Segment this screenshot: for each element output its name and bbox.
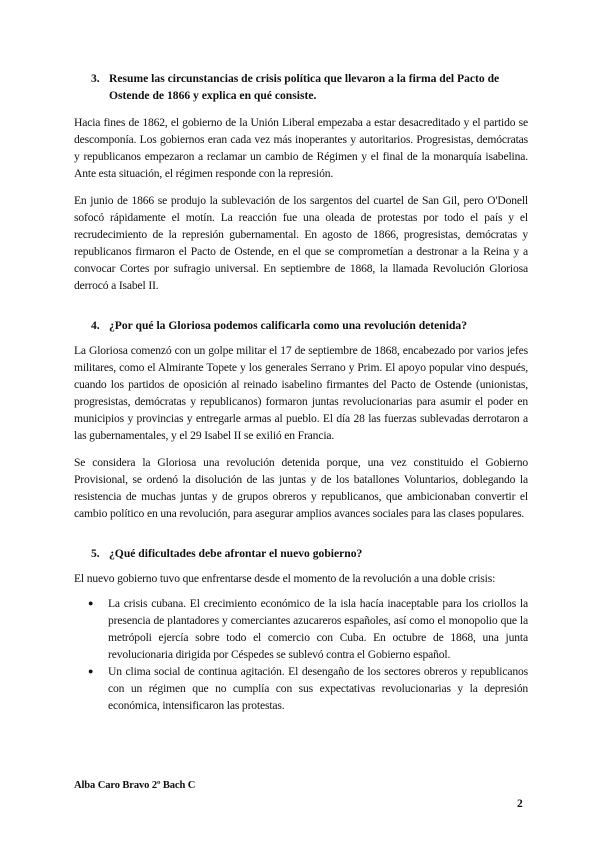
- section-question-4: [74, 317, 528, 522]
- section-question-3: [74, 70, 528, 294]
- footer-author: Alba Caro Bravo 2º Bach C: [74, 780, 196, 791]
- question-text: ¿Qué dificultades debe afrontar el nuevo gobierno?: [109, 547, 363, 560]
- intro-paragraph: El nuevo gobierno tuvo que enfrentarse desde el momento de la revolución a una doble crisis:: [74, 572, 496, 585]
- section-question-5: [74, 545, 528, 714]
- paragraph: En junio de 1866 se produjo la sublevación de los sargentos del cuartel de San Gil, pero O'Donell sofocó rápidamente el motín. La reacción fue una oleada de protestas por todo el país y el recrudecimiento de la represión gubernamental. En agosto de 1866, progresistas, demócratas y republicanos firmaron el Pacto de Ostende, en el que se comprometían a destronar a la Reina y a convocar Cortes por sufragio universal. En septiembre de 1868, la llamada Revolución Gloriosa derrocó a Isabel II.: [74, 194, 528, 292]
- list-item: [74, 595, 528, 663]
- paragraph: Hacia fines de 1862, el gobierno de la Unión Liberal empezaba a estar desacreditado y el partido se descomponía. Los gobiernos eran cada vez más inoperantes y autoritarios. Progresistas, demócratas y republicanos empezaron a reclamar un cambio de Régimen y el final de la monarquía isabelina. Ante esta situación, el régimen responde con la represión.: [74, 116, 528, 180]
- page-content: [74, 70, 528, 714]
- question-number: 4.: [91, 319, 100, 332]
- question-text: ¿Por qué la Gloriosa podemos calificarla como una revolución detenida?: [109, 319, 468, 332]
- question-5-heading: [74, 545, 528, 562]
- bullet-icon: ●: [88, 666, 94, 676]
- paragraph: Se considera la Gloriosa una revolución detenida porque, una vez constituido el Gobierno Provisional, se ordenó la disolución de las juntas y de los batallones Voluntarios, doblegando la resistencia de muchas juntas y de grupos obreros y republicanos, que ambicionaban convertir el cambio político en una revolución, para asegurar amplios avances sociales para las clases populares.: [74, 456, 528, 520]
- list-item: [74, 663, 528, 714]
- page-number: 2: [517, 798, 523, 810]
- question-3-heading: [74, 70, 528, 104]
- question-number: 5.: [91, 547, 100, 560]
- paragraph: La Gloriosa comenzó con un golpe militar el 17 de septiembre de 1868, encabezado por varios jefes militares, como el Almirante Topete y los generales Serrano y Prim. El apoyo popular vino después, cuando los partidos de oposición al reinado isabelino firmantes del Pacto de Ostende (unionistas, progresistas, demócratas y republicanos) formaron juntas revolucionarias para asumir el poder en municipios y provincias y entregarle armas al pueblo. El día 28 las fuerzas sublevadas derrotaron a las gubernamentales, y el 29 Isabel II se exilió en Francia.: [74, 344, 528, 442]
- question-4-heading: [74, 317, 528, 334]
- question-number: 3.: [91, 72, 100, 85]
- bullet-list: [74, 595, 528, 714]
- bullet-icon: ●: [88, 598, 94, 608]
- question-text: Resume las circunstancias de crisis política que llevaron a la firma del Pacto de Ostende de 1866 y explica en qué consiste.: [109, 72, 500, 102]
- bullet-text: Un clima social de continua agitación. El desengaño de los sectores obreros y republicanos con un régimen que no cumplía con sus expectativas revolucionarias y la depresión económica, intensificaron las protestas.: [108, 665, 528, 712]
- bullet-text: La crisis cubana. El crecimiento económico de la isla hacía inaceptable para los criollos la presencia de plantadores y comerciantes azucareros españoles, así como el monopolio que la metrópoli ejercía sobre todo el comercio con Cuba. En octubre de 1868, una junta revolucionaria dirigida por Céspedes se sublevó contra el Gobierno español.: [108, 597, 528, 661]
